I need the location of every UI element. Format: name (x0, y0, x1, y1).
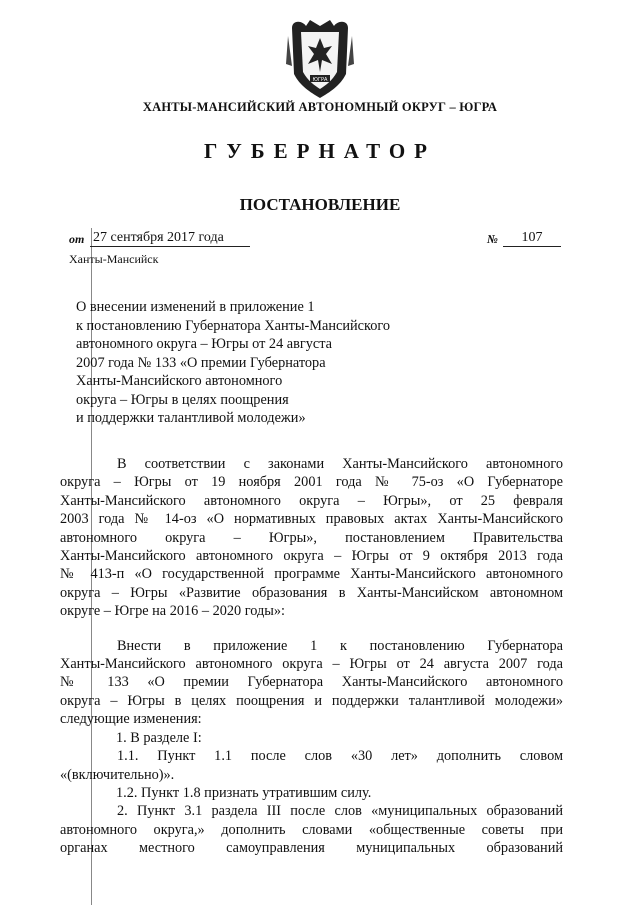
resolution-line: округа – Югры в целях поощрения и поддержки талантливой молодежи» (60, 692, 563, 709)
document-type: ПОСТАНОВЛЕНИЕ (239, 195, 401, 214)
subject-line: к постановлению Губернатора Ханты-Мансийского (76, 317, 391, 334)
preamble-line: 2003 года № 14-оз «О нормативных правовых актах Ханты-Мансийского (60, 511, 563, 528)
preamble-line: № 413-п «О государственной программе Ханты-Мансийского автономного (60, 566, 563, 583)
preamble-line: округа – Югры «Развитие образования в Ханты-Мансийском автономном (60, 584, 563, 601)
subject-line: 2007 года № 133 «О премии Губернатора (76, 354, 326, 371)
preamble-line: Ханты-Мансийского автономного округа – Югры», от 25 февраля (60, 492, 563, 509)
subject-line: и поддержки талантливой молодежи» (76, 410, 306, 426)
issue-city: Ханты-Мансийск (69, 252, 159, 266)
preamble-line: округе – Югре на 2016 – 2020 годы»: (60, 603, 286, 620)
document-number: 107 (503, 230, 561, 247)
item-1-1: 1.1. Пункт 1.1 после слов «30 лет» дополнить словом (117, 748, 563, 765)
item-2-cont: автономного округа,» дополнить словами «общественные советы при (60, 821, 563, 838)
preamble-line: В соответствии с законами Ханты-Мансийского автономного (117, 456, 563, 472)
preamble-line: Ханты-Мансийского автономного округа – Югры от 9 октября 2013 года (60, 548, 563, 565)
item-2-cont: органах местного самоуправления муниципальных образований (60, 840, 563, 857)
svg-text:ЮГРА: ЮГРА (312, 77, 328, 83)
number-prefix: № (487, 232, 498, 246)
document-date: 27 сентября 2017 года (90, 230, 250, 247)
subject-line: автономного округа – Югры от 24 августа (76, 336, 333, 352)
preamble-line: округа – Югры от 19 ноября 2001 года № 75-оз «О Губернаторе (60, 474, 563, 491)
authority-title: ГУБЕРНАТОР (203, 139, 437, 163)
item-2: 2. Пункт 3.1 раздела III после слов «муниципальных образований (117, 803, 563, 820)
resolution-line: Ханты-Мансийского автономного округа – Югры от 24 августа 2007 года (60, 656, 563, 673)
subject-line: О внесении изменений в приложение 1 (76, 299, 315, 315)
region-heading: ХАНТЫ-МАНСИЙСКИЙ АВТОНОМНЫЙ ОКРУГ – ЮГРА (142, 100, 498, 114)
resolution-line: № 133 «О премии Губернатора Ханты-Мансийского автономного (60, 674, 563, 691)
resolution-line: Внести в приложение 1 к постановлению Губернатора (117, 637, 563, 654)
resolution-line: следующие изменения: (60, 711, 202, 728)
document-subject (76, 298, 456, 428)
preamble-line: автономного округа – Югры», постановлением Правительства (60, 529, 563, 546)
item-1-1-cont: «(включительно)». (60, 766, 175, 783)
item-1: 1. В разделе I: (116, 729, 202, 746)
item-1-2: 1.2. Пункт 1.8 признать утратившим силу. (116, 784, 372, 801)
document-body (60, 455, 563, 858)
subject-line: округа – Югры в целях поощрения (76, 391, 289, 408)
date-prefix: от (69, 232, 85, 246)
coat-of-arms-emblem (284, 14, 356, 100)
subject-line: Ханты-Мансийского автономного (76, 373, 283, 389)
